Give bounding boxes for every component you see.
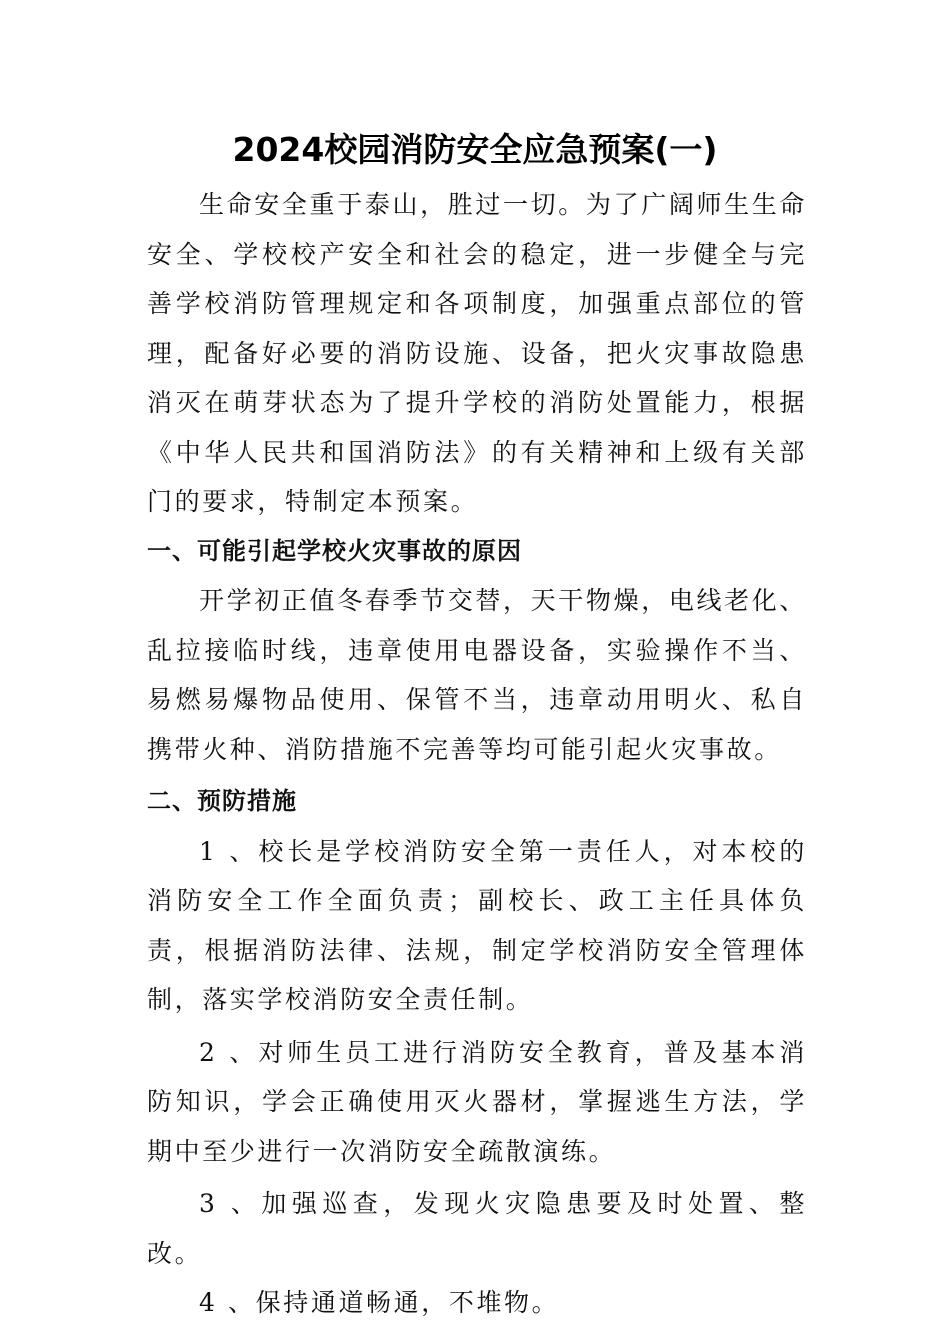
prevention-item-4: 4 、保持通道畅通，不堆物。 [199, 1288, 560, 1317]
prevention-item-1: 1 、校长是学校消防安全第一责任人，对本校的消防安全工作全面负责；副校长、政工主任具体负责，根据消防法律、法规，制定学校消防安全管理体制，落实学校消防安全责任制。 [147, 836, 807, 1014]
causes-paragraph: 开学初正值冬春季节交替，天干物燥，电线老化、乱拉接临时线，违章使用电器设备，实验操作不当、易燃易爆物品使用、保管不当，违章动用明火、私自携带火种、消防措施不完善等均可能引起火灾事故。 [147, 586, 807, 764]
intro-paragraph: 生命安全重于泰山，胜过一切。为了广阔师生生命安全、学校校产安全和社会的稳定，进一步健全与完善学校消防管理规定和各项制度，加强重点部位的管理，配备好必要的消防设施、设备，把火灾事故隐患消灭在萌芽状态为了提升学校的消防处置能力，根据《中华人民共和国消防法》的有关精神和上级有关部门的要求，特制定本预案。 [147, 190, 807, 516]
document-title: 2024校园消防安全应急预案(一) [232, 130, 718, 169]
section-heading-prevention: 二、预防措施 [147, 787, 297, 815]
section-heading-causes: 一、可能引起学校火灾事故的原因 [147, 536, 522, 565]
document-body [147, 180, 807, 1328]
prevention-item-2: 2 、对师生员工进行消防安全教育，普及基本消防知识，学会正确使用灭火器材，掌握逃生方法，学期中至少进行一次消防安全疏散演练。 [147, 1037, 807, 1166]
prevention-item-3: 3 、加强巡查，发现火灾隐患要及时处置、整改。 [147, 1189, 807, 1268]
